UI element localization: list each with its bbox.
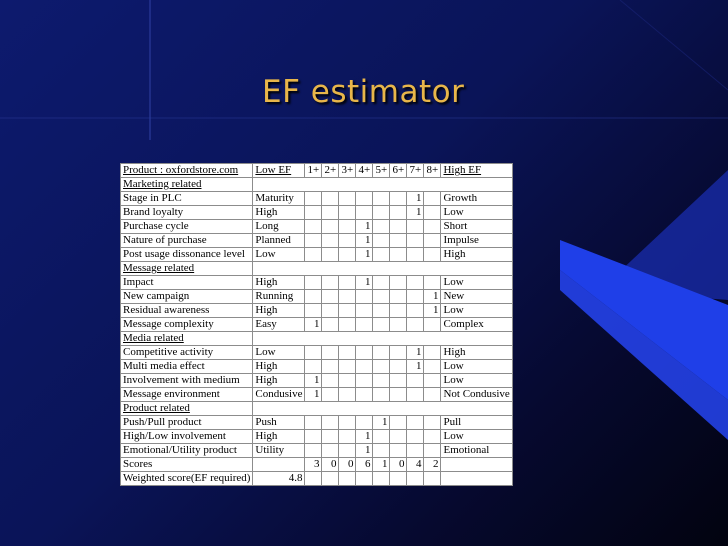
score-cell — [305, 304, 322, 318]
row-label: Impact — [121, 276, 253, 290]
score-cell — [373, 430, 390, 444]
score-cell — [322, 318, 339, 332]
score-cell: 1 — [356, 430, 373, 444]
score-cell — [424, 220, 441, 234]
score-cell — [424, 248, 441, 262]
section-label: Product related — [121, 402, 253, 416]
score-cell: 6 — [356, 458, 373, 472]
score-cell: 2 — [424, 458, 441, 472]
row-label: Emotional/Utility product — [121, 444, 253, 458]
score-cell — [407, 220, 424, 234]
table-row — [121, 304, 513, 318]
row-label: Weighted score(EF required) — [121, 472, 253, 486]
score-cell — [339, 472, 356, 486]
score-cell — [339, 234, 356, 248]
column-header: High EF — [441, 164, 512, 178]
score-cell — [390, 360, 407, 374]
score-cell — [339, 290, 356, 304]
column-header: 7+ — [407, 164, 424, 178]
low-ef-value — [253, 458, 305, 472]
score-cell — [356, 416, 373, 430]
score-cell — [373, 346, 390, 360]
row-label: New campaign — [121, 290, 253, 304]
score-cell — [390, 206, 407, 220]
high-ef-value: Low — [441, 276, 512, 290]
score-cell: 1 — [356, 248, 373, 262]
low-ef-value: Long — [253, 220, 305, 234]
score-cell — [322, 206, 339, 220]
score-cell — [373, 444, 390, 458]
section-row — [121, 332, 513, 346]
table-row — [121, 472, 513, 486]
score-cell — [424, 444, 441, 458]
column-header: 6+ — [390, 164, 407, 178]
row-label: Multi media effect — [121, 360, 253, 374]
score-cell — [390, 276, 407, 290]
score-cell — [322, 248, 339, 262]
score-cell — [373, 248, 390, 262]
high-ef-value: Short — [441, 220, 512, 234]
table-row — [121, 234, 513, 248]
high-ef-value: New — [441, 290, 512, 304]
row-label: Involvement with medium — [121, 374, 253, 388]
score-cell: 0 — [322, 458, 339, 472]
score-cell — [407, 318, 424, 332]
row-label: Scores — [121, 458, 253, 472]
high-ef-value: High — [441, 248, 512, 262]
score-cell — [407, 248, 424, 262]
score-cell — [390, 388, 407, 402]
score-cell — [322, 388, 339, 402]
high-ef-value: Low — [441, 304, 512, 318]
section-gap — [253, 262, 512, 276]
score-cell — [339, 388, 356, 402]
score-cell: 1 — [356, 234, 373, 248]
row-label: Nature of purchase — [121, 234, 253, 248]
score-cell — [407, 276, 424, 290]
score-cell — [339, 304, 356, 318]
score-cell — [305, 430, 322, 444]
low-ef-value: High — [253, 304, 305, 318]
score-cell — [373, 304, 390, 318]
score-cell — [424, 318, 441, 332]
score-cell: 1 — [407, 360, 424, 374]
table-row — [121, 276, 513, 290]
high-ef-value: Pull — [441, 416, 512, 430]
low-ef-value: High — [253, 430, 305, 444]
score-cell — [339, 206, 356, 220]
score-cell — [322, 304, 339, 318]
section-row — [121, 178, 513, 192]
score-cell — [322, 290, 339, 304]
low-ef-value: High — [253, 374, 305, 388]
score-cell: 1 — [356, 220, 373, 234]
high-ef-value: Not Condusive — [441, 388, 512, 402]
score-cell — [339, 276, 356, 290]
column-header: 4+ — [356, 164, 373, 178]
score-cell — [407, 290, 424, 304]
score-cell — [407, 304, 424, 318]
score-cell — [356, 472, 373, 486]
score-cell: 1 — [407, 192, 424, 206]
score-cell — [424, 276, 441, 290]
score-cell — [390, 304, 407, 318]
slide-title: EF estimator — [262, 74, 465, 110]
section-gap — [253, 332, 512, 346]
score-cell — [356, 206, 373, 220]
low-ef-value: Running — [253, 290, 305, 304]
score-cell — [424, 416, 441, 430]
score-cell — [373, 276, 390, 290]
score-cell — [407, 388, 424, 402]
score-cell — [390, 416, 407, 430]
table-row — [121, 458, 513, 472]
score-cell — [305, 290, 322, 304]
row-label: High/Low involvement — [121, 430, 253, 444]
score-cell — [322, 234, 339, 248]
high-ef-value — [441, 472, 512, 486]
score-cell: 1 — [305, 388, 322, 402]
score-cell: 1 — [424, 290, 441, 304]
table-header-row — [121, 164, 513, 178]
low-ef-value: High — [253, 276, 305, 290]
high-ef-value: Emotional — [441, 444, 512, 458]
score-cell — [407, 472, 424, 486]
score-cell — [305, 276, 322, 290]
score-cell — [373, 374, 390, 388]
score-cell: 1 — [407, 346, 424, 360]
score-cell — [407, 444, 424, 458]
score-cell — [356, 346, 373, 360]
row-label: Message environment — [121, 388, 253, 402]
score-cell — [424, 346, 441, 360]
score-cell — [390, 430, 407, 444]
table-row — [121, 346, 513, 360]
score-cell — [407, 234, 424, 248]
score-cell — [356, 388, 373, 402]
score-cell: 0 — [339, 458, 356, 472]
score-cell — [424, 388, 441, 402]
table-row — [121, 318, 513, 332]
score-cell — [305, 346, 322, 360]
score-cell — [339, 430, 356, 444]
score-cell — [339, 374, 356, 388]
score-cell — [356, 318, 373, 332]
score-cell — [424, 374, 441, 388]
table-row — [121, 444, 513, 458]
score-cell: 0 — [390, 458, 407, 472]
score-cell — [373, 192, 390, 206]
score-cell — [373, 388, 390, 402]
low-ef-value: Utility — [253, 444, 305, 458]
score-cell — [424, 192, 441, 206]
low-ef-value: High — [253, 360, 305, 374]
score-cell — [339, 444, 356, 458]
row-label: Post usage dissonance level — [121, 248, 253, 262]
high-ef-value: Growth — [441, 192, 512, 206]
score-cell — [305, 360, 322, 374]
row-label: Push/Pull product — [121, 416, 253, 430]
score-cell — [305, 220, 322, 234]
ef-estimator-table-container — [120, 163, 513, 486]
column-header: 1+ — [305, 164, 322, 178]
low-ef-value: Push — [253, 416, 305, 430]
high-ef-value: Low — [441, 206, 512, 220]
high-ef-value: Low — [441, 430, 512, 444]
score-cell — [356, 304, 373, 318]
score-cell — [339, 346, 356, 360]
score-cell — [373, 360, 390, 374]
table-row — [121, 416, 513, 430]
low-ef-value: Low — [253, 346, 305, 360]
low-ef-value: Maturity — [253, 192, 305, 206]
score-cell — [322, 360, 339, 374]
column-header: Low EF — [253, 164, 305, 178]
score-cell — [305, 192, 322, 206]
score-cell — [407, 430, 424, 444]
table-row — [121, 388, 513, 402]
score-cell: 1 — [305, 374, 322, 388]
table-row — [121, 430, 513, 444]
score-cell — [373, 290, 390, 304]
score-cell — [322, 346, 339, 360]
section-gap — [253, 178, 512, 192]
score-cell — [390, 220, 407, 234]
score-cell — [390, 290, 407, 304]
column-header: Product : oxfordstore.com — [121, 164, 253, 178]
score-cell — [390, 444, 407, 458]
high-ef-value: Complex — [441, 318, 512, 332]
score-cell — [373, 318, 390, 332]
score-cell: 3 — [305, 458, 322, 472]
score-cell — [339, 192, 356, 206]
section-label: Marketing related — [121, 178, 253, 192]
score-cell — [390, 234, 407, 248]
row-label: Stage in PLC — [121, 192, 253, 206]
table-row — [121, 374, 513, 388]
score-cell: 1 — [356, 444, 373, 458]
high-ef-value: Impulse — [441, 234, 512, 248]
score-cell — [373, 220, 390, 234]
low-ef-value: Low — [253, 248, 305, 262]
score-cell — [322, 192, 339, 206]
score-cell — [339, 360, 356, 374]
column-header: 3+ — [339, 164, 356, 178]
score-cell — [407, 374, 424, 388]
score-cell — [373, 472, 390, 486]
score-cell: 4 — [407, 458, 424, 472]
score-cell: 1 — [373, 458, 390, 472]
score-cell — [373, 206, 390, 220]
score-cell — [322, 374, 339, 388]
high-ef-value: High — [441, 346, 512, 360]
score-cell — [407, 416, 424, 430]
score-cell — [356, 192, 373, 206]
score-cell — [322, 430, 339, 444]
score-cell — [322, 220, 339, 234]
section-gap — [253, 402, 512, 416]
score-cell — [339, 318, 356, 332]
score-cell — [339, 248, 356, 262]
score-cell — [322, 276, 339, 290]
score-cell — [305, 416, 322, 430]
score-cell: 1 — [305, 318, 322, 332]
table-row — [121, 248, 513, 262]
score-cell — [424, 206, 441, 220]
table-row — [121, 290, 513, 304]
score-cell — [305, 248, 322, 262]
table-row — [121, 192, 513, 206]
row-label: Residual awareness — [121, 304, 253, 318]
section-label: Media related — [121, 332, 253, 346]
score-cell: 1 — [407, 206, 424, 220]
score-cell — [390, 472, 407, 486]
score-cell — [390, 248, 407, 262]
score-cell — [424, 430, 441, 444]
score-cell — [322, 416, 339, 430]
score-cell — [424, 472, 441, 486]
section-row — [121, 262, 513, 276]
score-cell — [305, 234, 322, 248]
low-ef-value: 4.8 — [253, 472, 305, 486]
score-cell — [305, 444, 322, 458]
section-label: Message related — [121, 262, 253, 276]
score-cell — [373, 234, 390, 248]
score-cell — [390, 374, 407, 388]
ef-estimator-table — [120, 163, 513, 486]
low-ef-value: High — [253, 206, 305, 220]
column-header: 2+ — [322, 164, 339, 178]
high-ef-value: Low — [441, 360, 512, 374]
score-cell: 1 — [356, 276, 373, 290]
score-cell — [322, 444, 339, 458]
column-header: 8+ — [424, 164, 441, 178]
score-cell — [356, 290, 373, 304]
score-cell — [339, 416, 356, 430]
row-label: Brand loyalty — [121, 206, 253, 220]
low-ef-value: Easy — [253, 318, 305, 332]
score-cell — [390, 346, 407, 360]
score-cell — [305, 472, 322, 486]
column-header: 5+ — [373, 164, 390, 178]
row-label: Competitive activity — [121, 346, 253, 360]
low-ef-value: Condusive — [253, 388, 305, 402]
high-ef-value — [441, 458, 512, 472]
table-row — [121, 220, 513, 234]
score-cell: 1 — [424, 304, 441, 318]
score-cell — [322, 472, 339, 486]
score-cell — [424, 234, 441, 248]
low-ef-value: Planned — [253, 234, 305, 248]
score-cell — [356, 374, 373, 388]
score-cell: 1 — [373, 416, 390, 430]
score-cell — [390, 192, 407, 206]
score-cell — [424, 360, 441, 374]
row-label: Message complexity — [121, 318, 253, 332]
table-row — [121, 206, 513, 220]
score-cell — [305, 206, 322, 220]
table-row — [121, 360, 513, 374]
section-row — [121, 402, 513, 416]
score-cell — [390, 318, 407, 332]
high-ef-value: Low — [441, 374, 512, 388]
score-cell — [356, 360, 373, 374]
row-label: Purchase cycle — [121, 220, 253, 234]
score-cell — [339, 220, 356, 234]
